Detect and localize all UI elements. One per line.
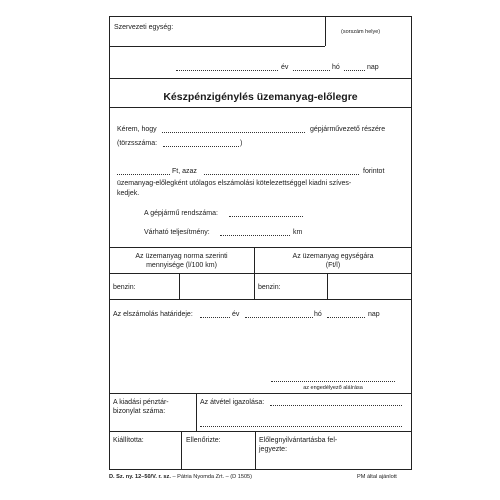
divider-request (109, 247, 412, 248)
request-text-line2: kedjek. (117, 190, 140, 197)
approver-signature-line[interactable] (271, 381, 395, 382)
deadline-day-label: nap (368, 311, 380, 318)
form-title: Készpénzigénylés üzemanyag-előlegre (163, 91, 358, 103)
divider-title (109, 107, 412, 108)
header-day-label: nap (367, 64, 379, 71)
deadline-day-field[interactable] (327, 317, 365, 318)
amount-words-field[interactable] (204, 174, 359, 175)
request-line2-end: ) (240, 140, 243, 147)
deadline-year-label: év (232, 311, 240, 318)
header-year-label: év (281, 64, 289, 71)
fuel-row-label-right: benzin: (258, 284, 281, 291)
footer-code-bold: D. Sz. ny. 12–50/V. r. sz. (109, 474, 171, 480)
header-year-field[interactable] (176, 70, 278, 71)
request-line1-start: Kérem, hogy (117, 126, 157, 133)
divider-fuel-table (109, 299, 412, 300)
fuel-table-left-col-divider (179, 273, 180, 299)
takeover-field-2[interactable] (200, 426, 402, 427)
plate-label: A gépjármű rendszáma: (144, 210, 218, 217)
mileage-label: Várható teljesítmény: (144, 229, 210, 236)
takeover-field-1[interactable] (270, 405, 402, 406)
issued-by-label: Kiállította: (113, 437, 144, 444)
fuel-table-right-col-divider (327, 273, 328, 299)
norm-header-line1: Az üzemanyag norma szerinti (135, 253, 228, 260)
bottom-row1-divider (196, 393, 197, 431)
registration-number-field[interactable] (163, 146, 239, 147)
divider-deadline (109, 393, 412, 394)
bottom-row2-divider-2 (255, 431, 256, 470)
takeover-label: Az átvétel igazolása: (200, 399, 265, 406)
fuel-table-header-divider (109, 273, 412, 274)
norm-header-line2: mennyisége (l/100 km) (146, 262, 217, 269)
unit-box-right (325, 16, 326, 46)
signature-caption: az engedélyező aláírása (303, 385, 363, 391)
deadline-month-label: hó (314, 311, 322, 318)
deadline-month-field[interactable] (245, 317, 313, 318)
footer-code (109, 474, 252, 480)
header-month-label: hó (332, 64, 340, 71)
amount-forint-label: forintot (363, 168, 385, 175)
bottom-row2-divider-1 (181, 431, 182, 470)
fuel-row-label-left: benzin: (113, 284, 136, 291)
receipt-label-line2: bizonylat száma: (113, 408, 166, 415)
price-header-line1: Az üzemanyag egységára (292, 253, 374, 260)
amount-ft-label: Ft, azaz (172, 168, 197, 175)
divider-header (109, 78, 412, 79)
advance-register-line1: Előlegnyilvántartásba fel- (259, 437, 338, 444)
mileage-unit: km (293, 229, 303, 236)
footer-code-rest: – Pátria Nyomda Zrt. – (D 1505) (170, 474, 253, 480)
checked-by-label: Ellenőrizte: (186, 437, 221, 444)
plate-field[interactable] (229, 216, 303, 217)
amount-number-field[interactable] (117, 174, 170, 175)
request-line1-end: gépjárművezető részére (310, 126, 386, 133)
deadline-label: Az elszámolás határideje: (113, 311, 193, 318)
price-header-line2: (Ft/l) (325, 262, 341, 269)
mileage-field[interactable] (220, 235, 290, 236)
serial-label: (sorszám helye) (341, 29, 381, 35)
header-month-field[interactable] (293, 70, 330, 71)
deadline-year-field[interactable] (200, 317, 230, 318)
receipt-label-line1: A kiadási pénztár- (113, 399, 169, 406)
advance-register-line2: jegyezte: (259, 446, 288, 453)
divider-bottom (109, 431, 412, 432)
request-line2-start: (törzsszáma: (117, 140, 158, 147)
header-day-field[interactable] (344, 70, 365, 71)
driver-name-field[interactable] (162, 132, 305, 133)
request-text-line1: üzemanyag-előlegként utólagos elszámolási kötelezettséggel kiadni szíves- (117, 180, 352, 187)
footer-recommendation: PM által ajánlott (357, 474, 397, 480)
unit-label: Szervezeti egység: (114, 24, 174, 31)
unit-box-bottom (109, 46, 325, 47)
